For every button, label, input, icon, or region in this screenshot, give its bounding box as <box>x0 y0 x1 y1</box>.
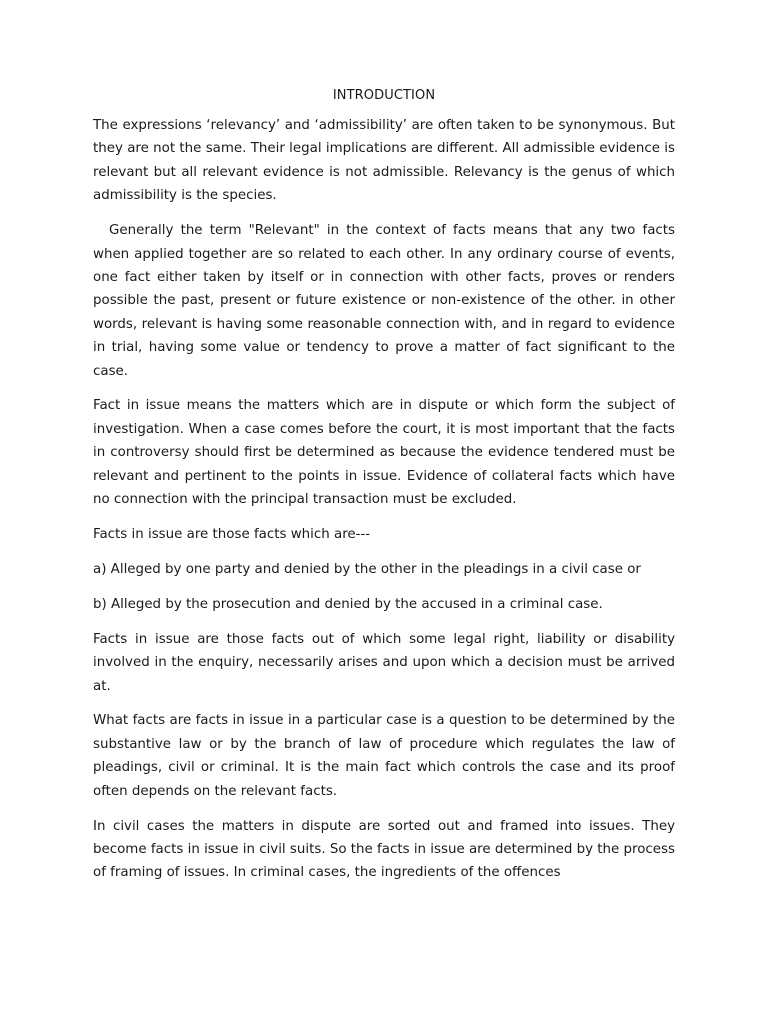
paragraph-facts-in-issue-intro: Facts in issue are those facts which are--- <box>93 527 371 542</box>
paragraph-relevancy-admissibility: The expressions ‘relevancy’ and ‘admissibility’ are often taken to be synonymous. But they are not the same. Their legal implications are different. All admissible evidence is relevant but all relevant evidence is not admissible. Relevancy is the genus of which admissibility is the species. <box>93 118 675 204</box>
list-item-b: b) Alleged by the prosecution and denied by the accused in a criminal case. <box>93 596 603 612</box>
paragraph-relevant-definition: Generally the term "Relevant" in the context of facts means that any two facts when applied together are so related to each other. In any ordinary course of events, one fact either taken by itself or in connection with other facts, proves or renders possible the past, present or future existence or non-existence of the other. in other words, relevant is having some reasonable connection with, and in regard to evidence in trial, having some value or tendency to prove a matter of fact significant to the case. <box>93 223 675 379</box>
list-item-a: a) Alleged by one party and denied by the other in the pleadings in a civil case or <box>93 561 641 577</box>
page-title: INTRODUCTION <box>332 88 436 103</box>
paragraph-civil-cases: In civil cases the matters in dispute are sorted out and framed into issues. They become facts in issue in civil suits. So the facts in issue are determined by the process of framing of issues. In criminal cases, the ingredients of the offences <box>93 818 675 881</box>
document-body <box>93 114 675 896</box>
paragraph-substantive-law: What facts are facts in issue in a particular case is a question to be determined by the substantive law or by the branch of law of procedure which regulates the law of pleadings, civil or criminal. It is the main fact which controls the case and its proof often depends on the relevant facts. <box>93 713 675 799</box>
paragraph-fact-in-issue: Fact in issue means the matters which are in dispute or which form the subject of investigation. When a case comes before the court, it is most important that the facts in controversy should first be determined as because the evidence tendered must be relevant and pertinent to the points in issue. Evidence of collateral facts which have no connection with the principal transaction must be excluded. <box>93 398 675 508</box>
paragraph-legal-right: Facts in issue are those facts out of which some legal right, liability or disability involved in the enquiry, necessarily arises and upon which a decision must be arrived at. <box>93 631 675 694</box>
